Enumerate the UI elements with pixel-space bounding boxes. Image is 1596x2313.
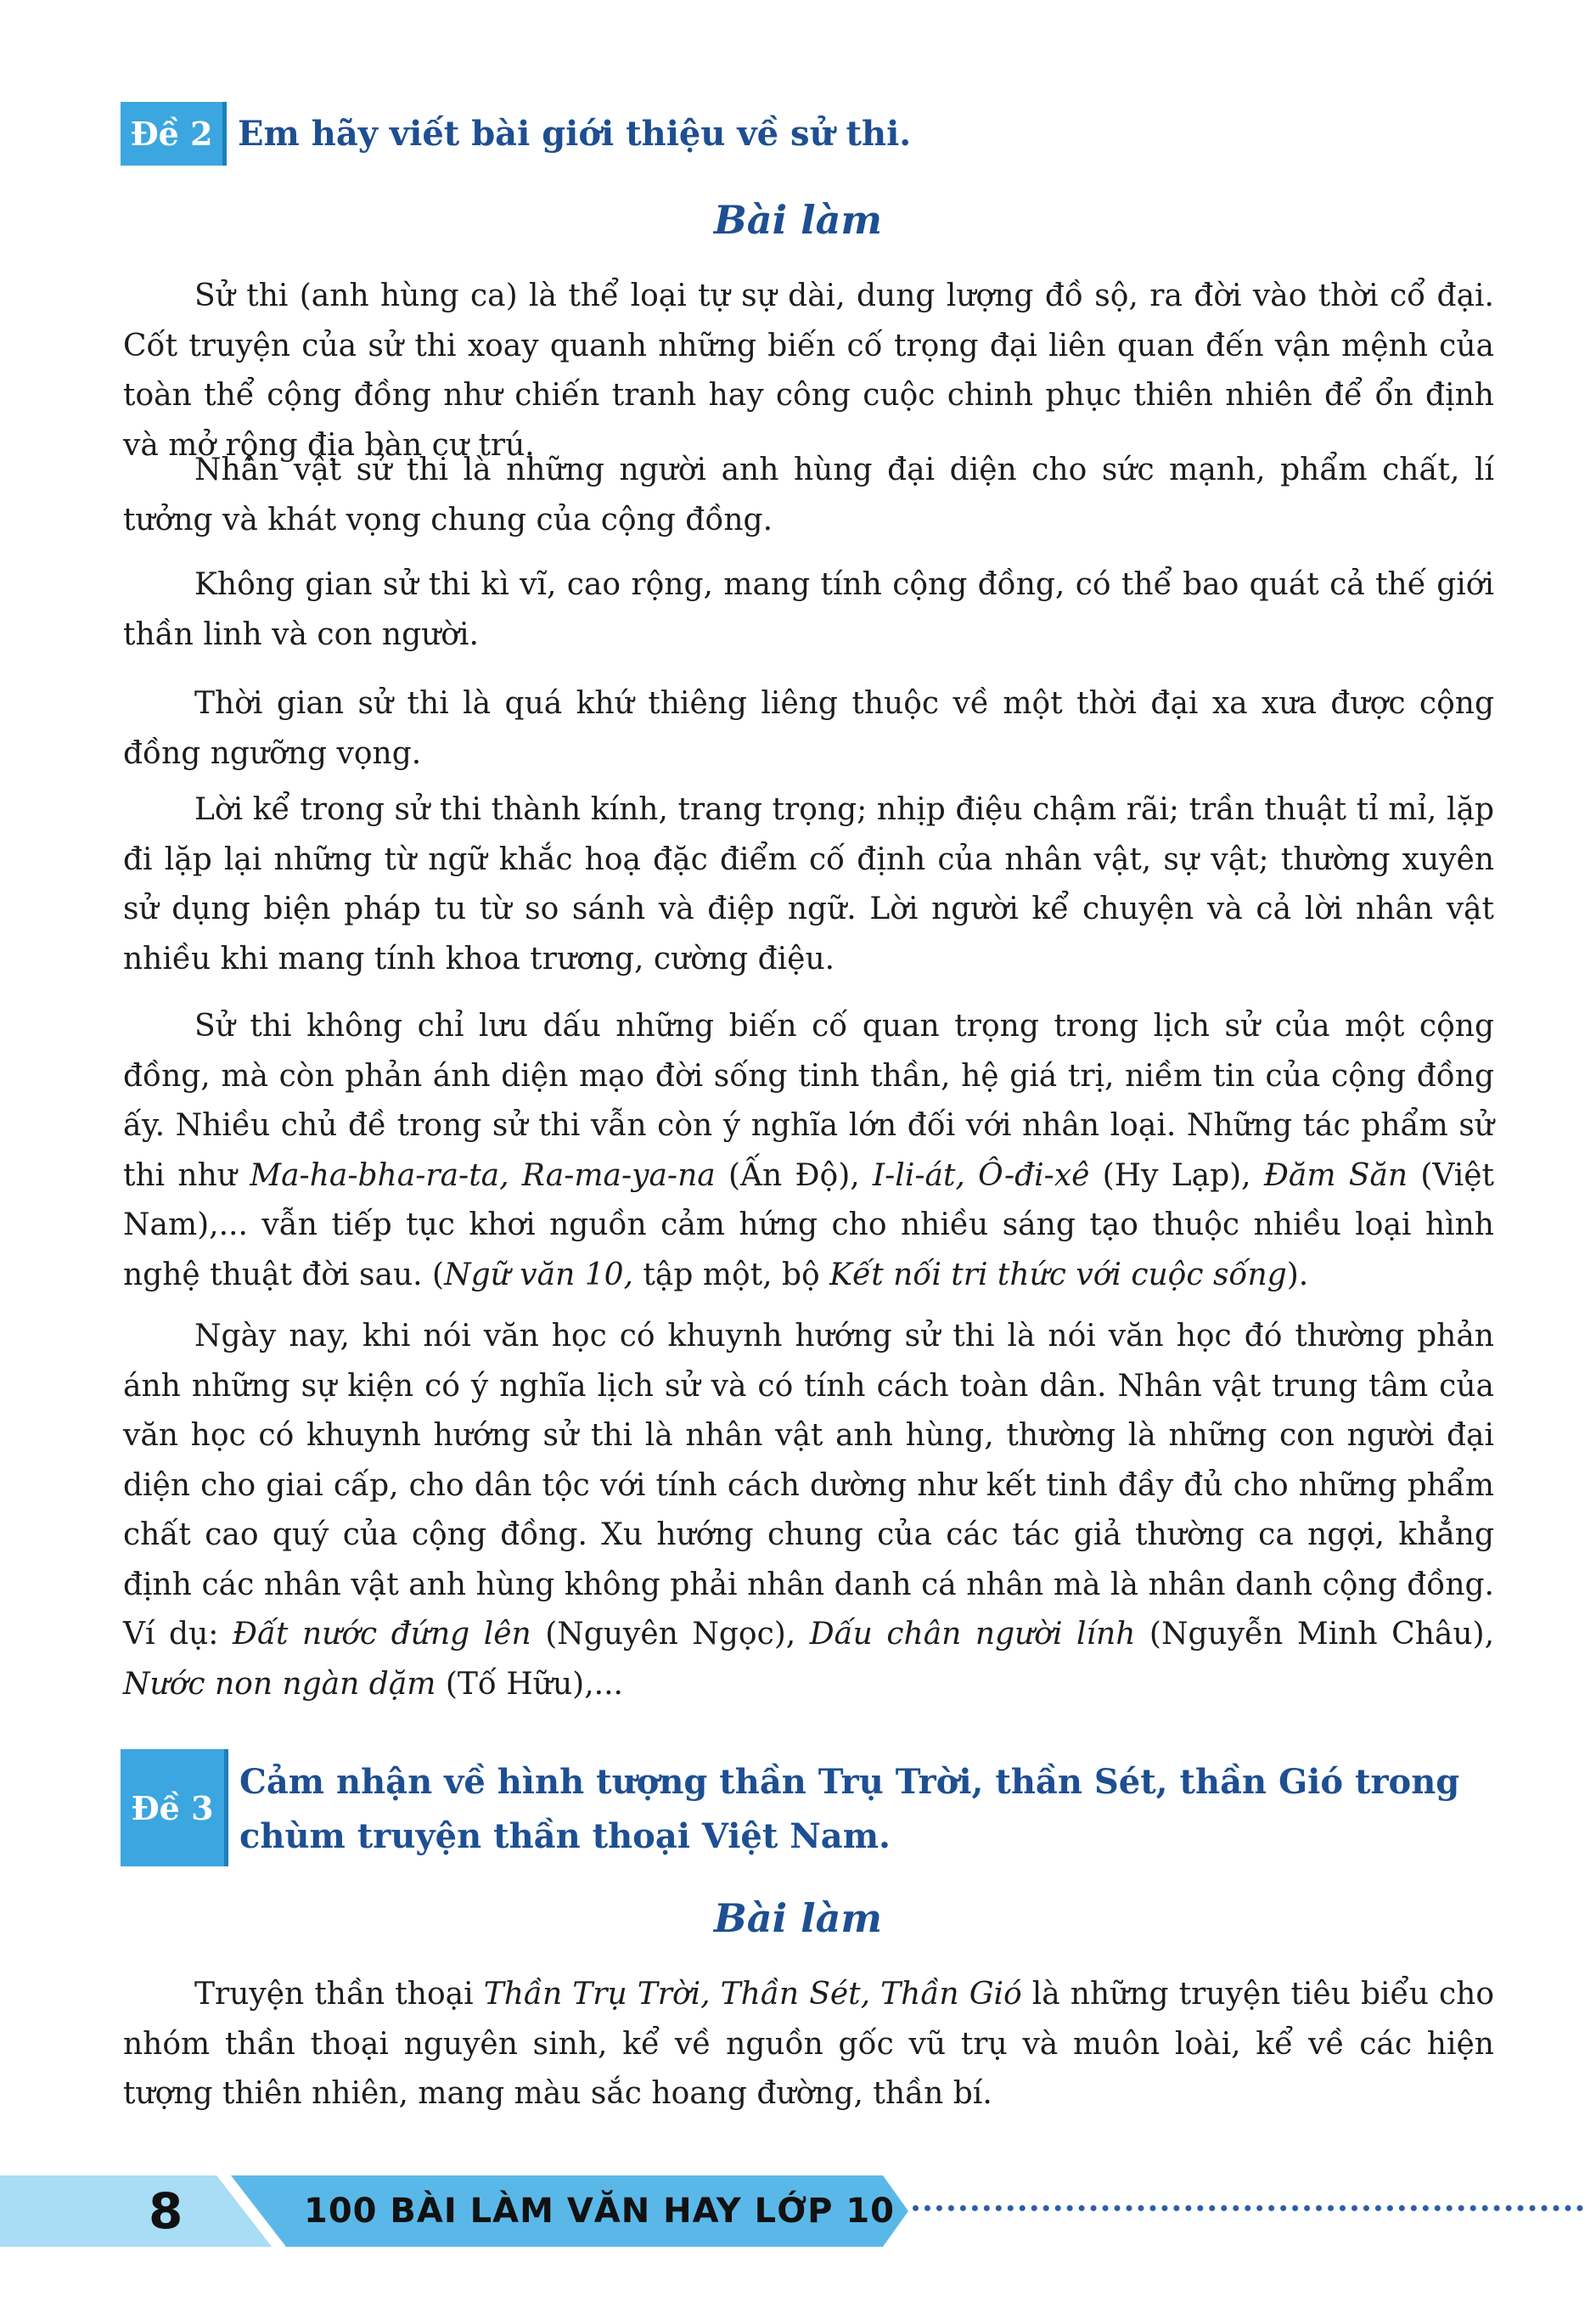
- paragraph: [123, 1002, 1494, 1300]
- italic-title: Thần Trụ Trời, Thần Sét, Thần Gió: [483, 1977, 1022, 2012]
- italic-title: Đất nước đứng lên: [232, 1617, 531, 1652]
- paragraph: [123, 446, 1494, 545]
- de2-question-text: Em hãy viết bài giới thiệu về sử thi.: [238, 114, 912, 154]
- footer-dotted-line: [913, 2205, 1583, 2216]
- italic-title: I-li-át, Ô-đi-xê: [872, 1157, 1090, 1193]
- page-number: 8: [149, 2182, 183, 2240]
- de2-badge: [121, 102, 227, 166]
- paragraph-text: (Nguyên Ngọc),: [531, 1617, 810, 1652]
- paragraph-text: Nhân vật sử thi là những người anh hùng đại diện cho sức mạnh, phẩm chất, lí tưởng và khát vọng chung của cộng đồng.: [123, 453, 1494, 537]
- paragraph-text: tập một, bộ: [632, 1257, 830, 1292]
- italic-title: Dấu chân người lính: [809, 1617, 1136, 1652]
- paragraph: [123, 785, 1494, 984]
- italic-title: Ma-ha-bha-ra-ta, Ra-ma-ya-na: [250, 1157, 716, 1193]
- paragraph-text: ).: [1286, 1257, 1309, 1292]
- paragraph: [123, 1970, 1494, 2119]
- paragraph: [123, 560, 1494, 660]
- de3-heading: Bài làm: [713, 1895, 883, 1941]
- paragraph-text: (Nguyễn Minh Châu),: [1135, 1617, 1495, 1652]
- italic-title: Nước non ngàn dặm: [123, 1666, 436, 1702]
- paragraph-text: Lời kể trong sử thi thành kính, trang trọng; nhịp điệu chậm rãi; trần thuật tỉ mỉ, lặp đi lặp lại những từ ngữ khắc hoạ đặc điểm cố định của nhân vật, sự vật; thường xuyên sử dụng biện pháp tu từ so sánh và điệp ngữ. Lời người kể chuyện và cả lời nhân vật nhiều khi mang tính khoa trương, cường điệu.: [123, 792, 1494, 976]
- paragraph-text: Truyện thần thoại: [194, 1977, 484, 2012]
- paragraph-text: (Hy Lạp),: [1089, 1157, 1264, 1193]
- paragraph: [123, 272, 1494, 470]
- paragraph-text: Sử thi (anh hùng ca) là thể loại tự sự dài, dung lượng đồ sộ, ra đời vào thời cổ đại. Cốt truyện của sử thi xoay quanh những biến cố trọng đại liên quan đến vận mệnh của toàn thể cộng đồng như chiến tranh hay công cuộc chinh phục thiên nhiên để ổn định và mở rộng địa bàn cư trú.: [123, 279, 1494, 463]
- de3-question: [239, 1755, 1496, 1864]
- paragraph-text: (Tố Hữu),...: [436, 1666, 623, 1702]
- de2-heading: Bài làm: [713, 197, 883, 243]
- de3-badge-label: Đề 3: [131, 1788, 214, 1827]
- paragraph-text: Ngày nay, khi nói văn học có khuynh hướng sử thi là nói văn học đó thường phản ánh những sự kiện có ý nghĩa lịch sử và có tính cách toàn dân. Nhân vật trung tâm của văn học có khuynh hướng sử thi là nhân vật anh hùng, thường là những con người đại diện cho giai cấp, cho dân tộc với tính cách dường như kết tinh đầy đủ cho những phẩm chất cao quý của cộng đồng. Xu hướng chung của các tác giả thường ca ngợi, khẳng định các nhân vật anh hùng không phải nhân danh cá nhân mà là nhân danh cộng đồng. Ví dụ:: [123, 1319, 1494, 1652]
- de3-badge: [121, 1749, 228, 1866]
- paragraph-text: (Việt Nam),... vẫn tiếp tục khơi nguồn cảm hứng cho nhiều sáng tạo thuộc nhiều loại hình nghệ thuật đời sau. (: [123, 1157, 1494, 1292]
- paragraph-text: Sử thi không chỉ lưu dấu những biến cố quan trọng trong lịch sử của một cộng đồng, mà còn phản ánh diện mạo đời sống tinh thần, hệ giá trị, niềm tin của cộng đồng ấy. Nhiều chủ đề trong sử thi vẫn còn ý nghĩa lớn đối với nhân loại. Những tác phẩm sử thi như: [123, 1009, 1494, 1193]
- paragraph: [123, 679, 1494, 779]
- paragraph-text: Thời gian sử thi là quá khứ thiêng liêng thuộc về một thời đại xa xưa được cộng đồng ngưỡng vọng.: [123, 686, 1494, 771]
- de2-badge-label: Đề 2: [130, 115, 213, 153]
- paragraph-text: là những truyện tiêu biểu cho nhóm thần thoại nguyên sinh, kể về nguồn gốc vũ trụ và muôn loài, kể về các hiện tượng thiên nhiên, mang màu sắc hoang đường, thần bí.: [123, 1977, 1495, 2111]
- italic-title: Kết nối tri thức với cuộc sống: [829, 1257, 1287, 1292]
- italic-title: Đăm Săn: [1263, 1157, 1408, 1193]
- de3-question-text: Cảm nhận về hình tượng thần Trụ Trời, thần Sét, thần Gió trong chùm truyện thần thoại Việt Nam.: [239, 1762, 1460, 1856]
- paragraph-text: (Ấn Độ),: [715, 1157, 873, 1193]
- de2-question: [238, 107, 1494, 161]
- book-title: 100 BÀI LÀM VĂN HAY LỚP 10: [304, 2192, 895, 2231]
- paragraph: [123, 1312, 1494, 1709]
- paragraph-text: Không gian sử thi kì vĩ, cao rộng, mang tính cộng đồng, có thể bao quát cả thế giới thần linh và con người.: [123, 567, 1494, 652]
- italic-title: Ngữ văn 10,: [444, 1257, 633, 1292]
